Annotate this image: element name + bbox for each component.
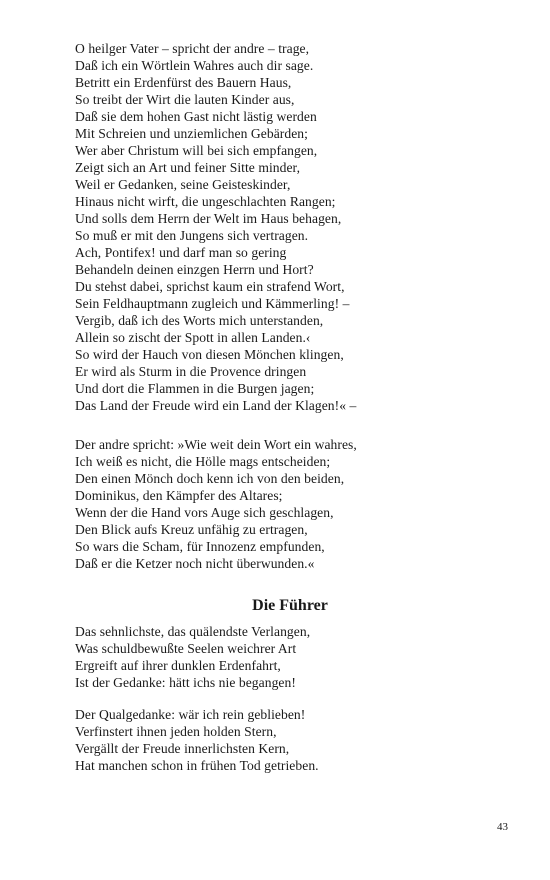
poem-line: Daß sie dem hohen Gast nicht lästig werden — [75, 109, 317, 124]
poem-line: Daß ich ein Wörtlein Wahres auch dir sage. — [75, 58, 314, 73]
poem-line: Das Land der Freude wird ein Land der Klagen!« – — [75, 398, 357, 413]
poem-line: Du stehst dabei, sprichst kaum ein strafend Wort, — [75, 279, 345, 294]
poem-line: Dominikus, den Kämpfer des Altares; — [75, 488, 283, 503]
poem-line: So treibt der Wirt die lauten Kinder aus, — [75, 92, 295, 107]
poem-line: Zeigt sich an Art und feiner Sitte minder, — [75, 160, 301, 175]
poem-stanza — [75, 40, 515, 414]
poem-line: O heilger Vater – spricht der andre – trage, — [75, 41, 310, 56]
poem-line: Vergällt der Freude innerlichsten Kern, — [75, 741, 290, 756]
poem-line: Ist der Gedanke: hätt ichs nie begangen! — [75, 675, 296, 690]
poem-line: Er wird als Sturm in die Provence dringen — [75, 364, 307, 379]
poem-line: Was schuldbewußte Seelen weichrer Art — [75, 641, 297, 656]
poem-line: Den Blick aufs Kreuz unfähig zu ertragen, — [75, 522, 308, 537]
poem-stanza — [75, 436, 515, 572]
poem-line: Sein Feldhauptmann zugleich und Kämmerling! – — [75, 296, 350, 311]
poem-line: Weil er Gedanken, seine Geisteskinder, — [75, 177, 291, 192]
poem-line: So muß er mit den Jungens sich vertragen. — [75, 228, 309, 243]
poem-line: Hat manchen schon in frühen Tod getrieben. — [75, 758, 319, 773]
poem-stanza — [75, 706, 515, 774]
section-heading: Die Führer — [252, 597, 328, 614]
poem-line: Hinaus nicht wirft, die ungeschlachten Rangen; — [75, 194, 336, 209]
poem-line: Behandeln deinen einzgen Herrn und Hort? — [75, 262, 314, 277]
poem-line: Ergreift auf ihrer dunklen Erdenfahrt, — [75, 658, 281, 673]
poem-line: Verfinstert ihnen jeden holden Stern, — [75, 724, 277, 739]
poem-line: Und dort die Flammen in die Burgen jagen; — [75, 381, 315, 396]
poem-line: Den einen Mönch doch kenn ich von den beiden, — [75, 471, 345, 486]
page-number: 43 — [497, 821, 508, 833]
poem-line: Der Qualgedanke: wär ich rein geblieben! — [75, 707, 306, 722]
poem-line: Und solls dem Herrn der Welt im Haus behagen, — [75, 211, 342, 226]
poem-line: Vergib, daß ich des Worts mich unterstanden, — [75, 313, 324, 328]
poem-line: Mit Schreien und unziemlichen Gebärden; — [75, 126, 308, 141]
poem-line: So wars die Scham, für Innozenz empfunden, — [75, 539, 325, 554]
poem-line: Betritt ein Erdenfürst des Bauern Haus, — [75, 75, 292, 90]
poem-line: So wird der Hauch von diesen Mönchen klingen, — [75, 347, 344, 362]
poem-line: Ich weiß es nicht, die Hölle mags entscheiden; — [75, 454, 331, 469]
poem-line: Der andre spricht: »Wie weit dein Wort ein wahres, — [75, 437, 357, 452]
poem-line: Wenn der die Hand vors Auge sich geschlagen, — [75, 505, 334, 520]
poem-line: Das sehnlichste, das quälendste Verlangen, — [75, 624, 311, 639]
poem-line: Daß er die Ketzer noch nicht überwunden.« — [75, 556, 315, 571]
poem-line: Allein so zischt der Spott in allen Landen.‹ — [75, 330, 311, 345]
poem-stanza — [75, 623, 515, 691]
poem-line: Ach, Pontifex! und darf man so gering — [75, 245, 287, 260]
poem-line: Wer aber Christum will bei sich empfangen, — [75, 143, 318, 158]
